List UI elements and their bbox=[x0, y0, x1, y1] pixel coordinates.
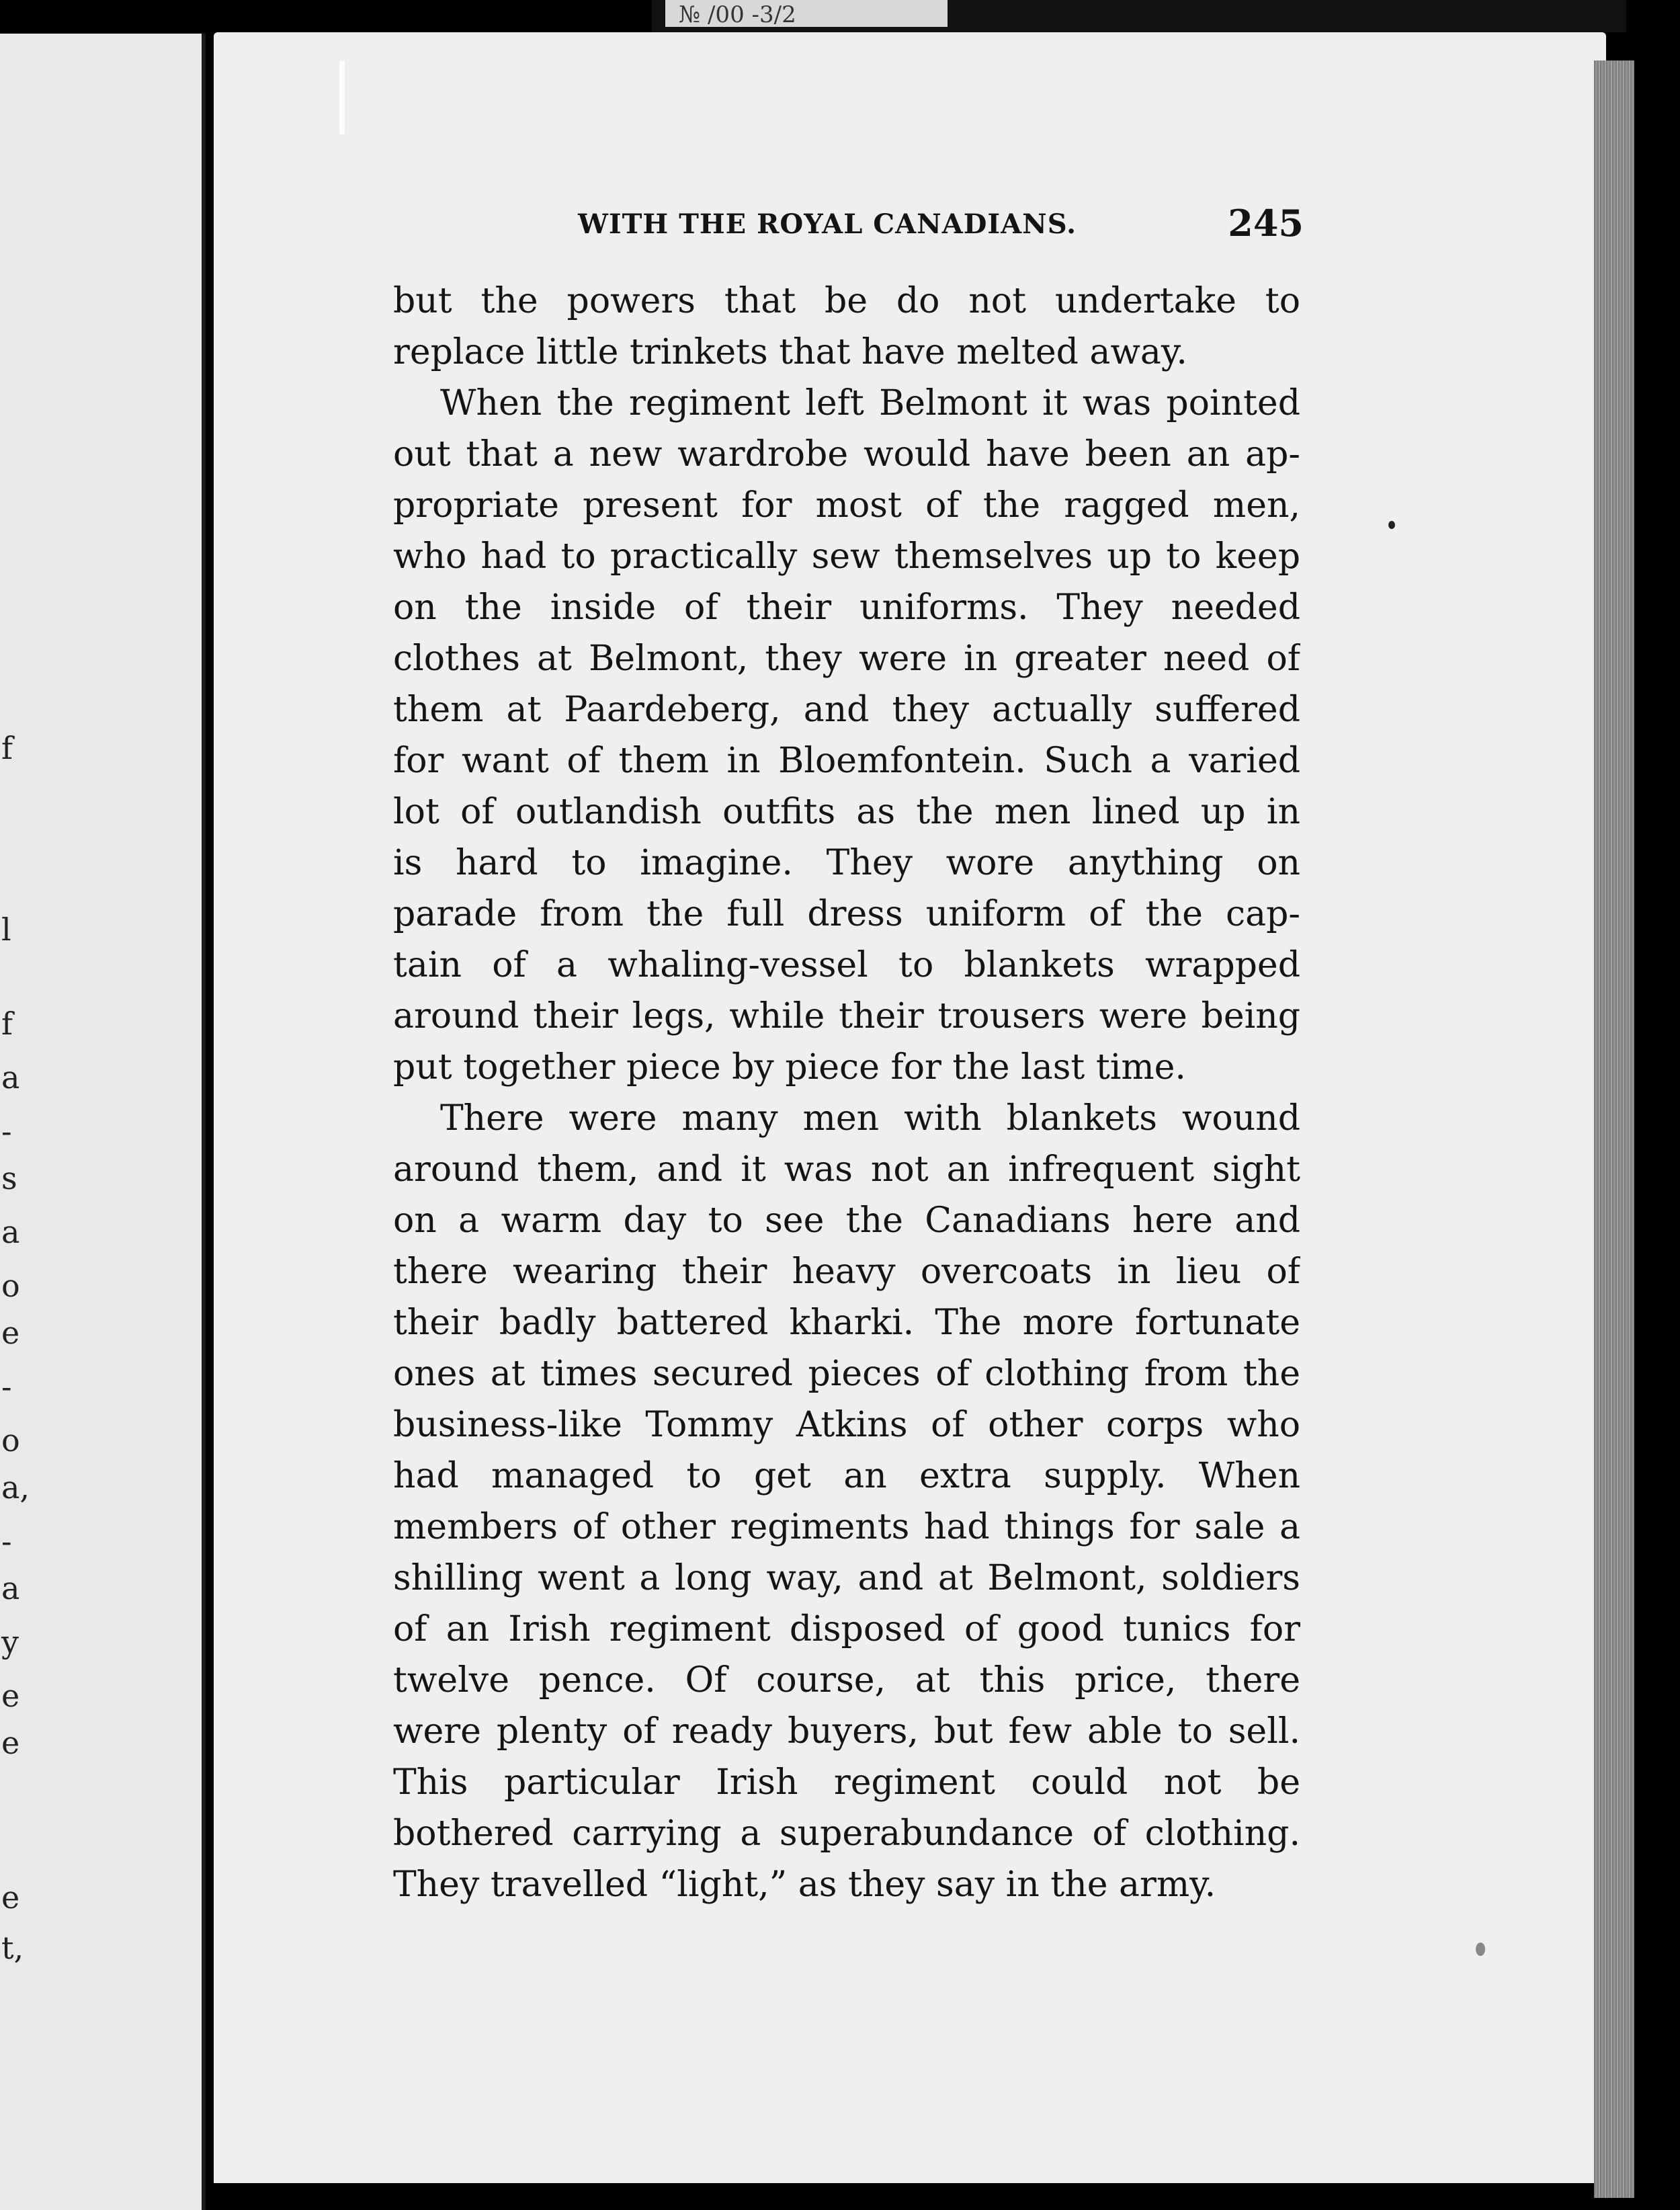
margin-char: f bbox=[1, 730, 13, 766]
text-line: There were many men with blankets wound bbox=[440, 1098, 1300, 1139]
margin-char: a, bbox=[1, 1469, 30, 1506]
text-line: there wearing their heavy overcoats in lieu of bbox=[393, 1252, 1300, 1292]
margin-char: t, bbox=[1, 1930, 24, 1966]
text-line: them at Paardeberg, and they actually suffered bbox=[393, 690, 1300, 730]
margin-char: - bbox=[1, 1368, 12, 1405]
text-line: clothes at Belmont, they were in greater need of bbox=[393, 639, 1300, 679]
scan-speck bbox=[339, 60, 345, 134]
page-number: 245 bbox=[1228, 202, 1304, 245]
text-line: They travelled “light,” as they say in the army. bbox=[393, 1865, 1216, 1905]
text-line: When the regiment left Belmont it was pointed bbox=[440, 383, 1300, 423]
text-line: who had to practically sew themselves up to keep bbox=[393, 536, 1300, 577]
body-text bbox=[393, 276, 1300, 1910]
text-line: were plenty of ready buyers, but few able to sell. bbox=[393, 1711, 1300, 1752]
margin-char: - bbox=[1, 1113, 12, 1149]
text-line: business-like Tommy Atkins of other corps who bbox=[393, 1405, 1300, 1445]
text-line: but the powers that be do not undertake to bbox=[393, 281, 1300, 321]
text-line: shilling went a long way, and at Belmont, soldiers bbox=[393, 1558, 1300, 1598]
text-line: members of other regiments had things for sale a bbox=[393, 1507, 1300, 1547]
text-line: twelve pence. Of course, at this price, there bbox=[393, 1660, 1300, 1701]
scan-speck bbox=[1388, 521, 1395, 529]
text-line: parade from the full dress uniform of the cap- bbox=[393, 894, 1300, 934]
margin-char: a bbox=[1, 1570, 20, 1606]
margin-char: s bbox=[1, 1160, 17, 1196]
margin-char: l bbox=[1, 911, 11, 948]
margin-char: e bbox=[1, 1725, 20, 1761]
text-line: is hard to imagine. They wore anything on bbox=[393, 843, 1300, 883]
left-page-fragment bbox=[0, 34, 206, 2210]
text-line: had managed to get an extra supply. When bbox=[393, 1456, 1300, 1496]
page-edge bbox=[1594, 60, 1634, 2198]
text-line: ones at times secured pieces of clothing from the bbox=[393, 1354, 1300, 1394]
margin-char: a bbox=[1, 1059, 20, 1096]
margin-char: e bbox=[1, 1678, 20, 1714]
margin-char: - bbox=[1, 1523, 12, 1559]
text-line: around their legs, while their trousers were being bbox=[393, 996, 1300, 1036]
page-header bbox=[578, 202, 1304, 255]
margin-char: a bbox=[1, 1214, 20, 1250]
text-line: propriate present for most of the ragged men, bbox=[393, 485, 1300, 526]
text-line: their badly battered kharki. The more fortunate bbox=[393, 1303, 1300, 1343]
margin-char: e bbox=[1, 1879, 20, 1916]
margin-char: e bbox=[1, 1315, 20, 1351]
margin-char: o bbox=[1, 1422, 20, 1459]
archive-label: № /00 -3/2 bbox=[665, 0, 948, 27]
text-line: replace little trinkets that have melted away. bbox=[393, 332, 1187, 372]
text-line: for want of them in Bloemfontein. Such a varied bbox=[393, 741, 1300, 781]
text-line: tain of a whaling-vessel to blankets wrapped bbox=[393, 945, 1300, 985]
text-line: bothered carrying a superabundance of clothing. bbox=[393, 1813, 1300, 1854]
scan-speck bbox=[1476, 1942, 1485, 1956]
text-line: around them, and it was not an infrequent sight bbox=[393, 1149, 1300, 1190]
text-line: put together piece by piece for the last time. bbox=[393, 1047, 1186, 1088]
text-line: lot of outlandish outfits as the men lined up in bbox=[393, 792, 1300, 832]
running-head: WITH THE ROYAL CANADIANS. bbox=[578, 208, 1077, 240]
margin-char: f bbox=[1, 1006, 13, 1042]
text-line: of an Irish regiment disposed of good tunics for bbox=[393, 1609, 1300, 1649]
text-line: on a warm day to see the Canadians here and bbox=[393, 1200, 1300, 1241]
margin-char: y bbox=[1, 1624, 19, 1660]
text-line: This particular Irish regiment could not be bbox=[393, 1762, 1300, 1803]
margin-char: o bbox=[1, 1268, 20, 1304]
text-line: on the inside of their uniforms. They needed bbox=[393, 587, 1300, 628]
left-margin-chars bbox=[0, 34, 30, 2210]
text-line: out that a new wardrobe would have been an ap- bbox=[393, 434, 1300, 475]
